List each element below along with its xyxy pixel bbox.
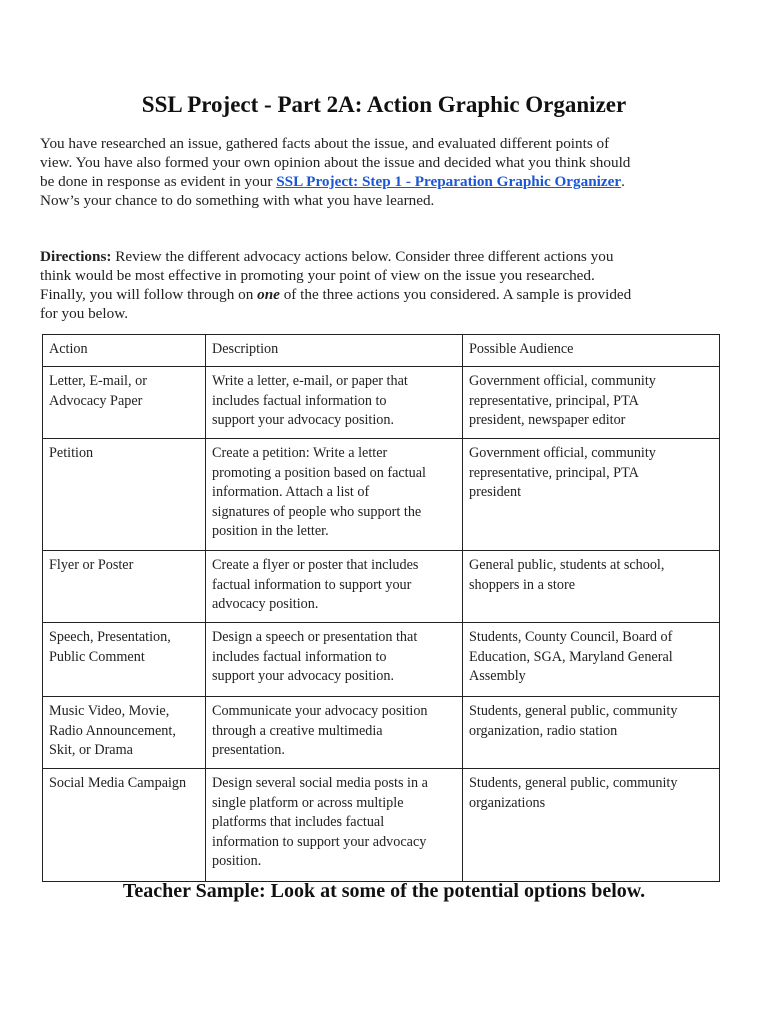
directions-text: Review the different advocacy actions below. Consider three different actions you think would be most effective in promoting your point of view on the issue you researched. Finally, you will follow through on bbox=[40, 248, 614, 303]
header-audience: Possible Audience bbox=[463, 335, 720, 367]
action-cell: Social Media Campaign bbox=[43, 769, 206, 882]
table-row bbox=[43, 551, 720, 623]
audience-cell: Government official, community representative, principal, PTA president, newspaper editor bbox=[463, 367, 720, 439]
audience-cell: Students, County Council, Board of Education, SGA, Maryland General Assembly bbox=[463, 623, 720, 697]
teacher-sample-heading: Teacher Sample: Look at some of the potential options below. bbox=[122, 880, 646, 902]
directions-label: Directions: bbox=[40, 248, 112, 265]
description-cell: Design a speech or presentation that includes factual information to support your advocacy position. bbox=[206, 623, 463, 697]
directions-emphasis: one bbox=[257, 286, 280, 303]
table-row bbox=[43, 367, 720, 439]
preparation-organizer-link[interactable]: SSL Project: Step 1 - Preparation Graphic Organizer bbox=[276, 173, 622, 190]
advocacy-actions-table bbox=[42, 334, 720, 882]
action-cell: Letter, E-mail, or Advocacy Paper bbox=[43, 367, 206, 439]
description-cell: Create a flyer or poster that includes factual information to support your advocacy position. bbox=[206, 551, 463, 623]
page-title: SSL Project - Part 2A: Action Graphic Organizer bbox=[141, 92, 627, 117]
audience-cell: General public, students at school, shoppers in a store bbox=[463, 551, 720, 623]
description-cell: Design several social media posts in a single platform or across multiple platforms that includes factual information to support your advocacy position. bbox=[206, 769, 463, 882]
audience-cell: Government official, community representative, principal, PTA president bbox=[463, 439, 720, 551]
action-cell: Speech, Presentation, Public Comment bbox=[43, 623, 206, 697]
audience-cell: Students, general public, community organizations bbox=[463, 769, 720, 882]
directions-paragraph bbox=[40, 247, 740, 323]
description-cell: Communicate your advocacy position through a creative multimedia presentation. bbox=[206, 697, 463, 769]
table-header-row bbox=[43, 335, 720, 367]
table-row bbox=[43, 623, 720, 697]
table-row bbox=[43, 439, 720, 551]
table-row bbox=[43, 769, 720, 882]
description-cell: Create a petition: Write a letter promoting a position based on factual information. Attach a list of signatures of people who support the position in the letter. bbox=[206, 439, 463, 551]
action-cell: Flyer or Poster bbox=[43, 551, 206, 623]
table-row bbox=[43, 697, 720, 769]
action-cell: Petition bbox=[43, 439, 206, 551]
intro-paragraph bbox=[40, 134, 740, 210]
action-cell: Music Video, Movie, Radio Announcement, Skit, or Drama bbox=[43, 697, 206, 769]
directions-text-end: of the three actions you considered. A sample is provided for you below. bbox=[40, 286, 632, 322]
intro-text: You have researched an issue, gathered facts about the issue, and evaluated different points of view. You have also formed your own opinion about the issue and decided what you think should be done in response as evident in your bbox=[40, 135, 631, 190]
header-action: Action bbox=[43, 335, 206, 367]
header-description: Description bbox=[206, 335, 463, 367]
audience-cell: Students, general public, community organization, radio station bbox=[463, 697, 720, 769]
description-cell: Write a letter, e-mail, or paper that includes factual information to support your advocacy position. bbox=[206, 367, 463, 439]
intro-text-end: . Now’s your chance to do something with what you have learned. bbox=[40, 173, 625, 209]
